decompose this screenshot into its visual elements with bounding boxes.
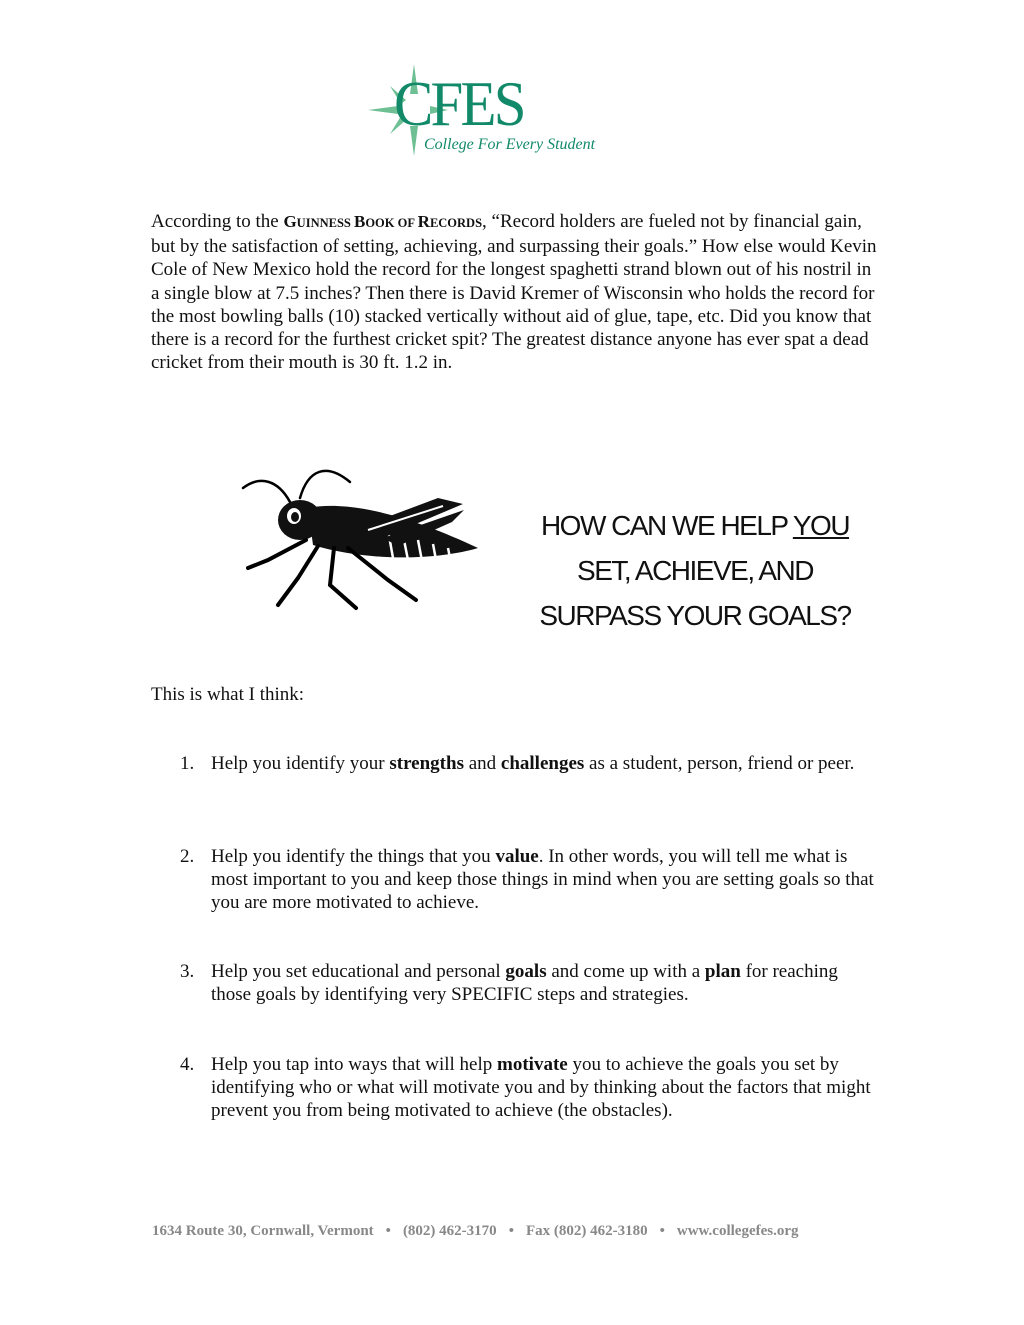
list-text-a: Help you tap into ways that will help: [211, 1054, 498, 1075]
list-item: [151, 845, 881, 915]
list-number: 1.: [180, 753, 195, 774]
list-bold-1: value: [495, 846, 539, 867]
list-bold-2: plan: [704, 961, 741, 982]
book-title-b: B: [353, 212, 366, 231]
intro-paragraph: [151, 210, 881, 374]
list-text-c: and: [463, 753, 501, 774]
cricket-illustration: [238, 460, 488, 615]
footer-website: www.collegefes.org: [676, 1223, 799, 1239]
book-title: [283, 211, 482, 232]
list-text-a: Help you identify the things that you: [211, 846, 496, 867]
book-title-uinness: UINNESS: [296, 216, 354, 230]
list-text: [211, 845, 881, 915]
book-title-r: R: [417, 212, 430, 231]
list-text-d: as a student, person, friend or peer.: [584, 753, 855, 774]
book-title-ecords: ECORDS: [429, 216, 483, 230]
list-text-d: for reaching those goals by identifying very SPECIFIC steps and strategies.: [211, 961, 838, 1006]
cfes-logo: [368, 62, 630, 160]
list-text: [211, 752, 881, 775]
list-text-c: and come up with a: [546, 961, 705, 982]
list-bold-2: challenges: [500, 753, 585, 774]
think-label: This is what I think:: [151, 684, 305, 705]
book-title-g: G: [283, 212, 297, 231]
list-text: [211, 1053, 881, 1123]
list-bold-1: motivate: [497, 1054, 568, 1075]
list-item: [151, 752, 881, 775]
list-text: [211, 960, 881, 1006]
intro-lead: According to the: [151, 211, 284, 232]
list-number: 2.: [180, 846, 195, 867]
list-item: [151, 960, 881, 1006]
footer-separator: •: [385, 1223, 391, 1239]
intro-body: , “Record holders are fueled not by financial gain, but by the satisfaction of setting, achieving, and surpassing their goals.” How else would Kevin Cole of New Mexico hold the record for the longest spaghetti strand blown out of his nostril in a single blow at 7.5 inches? Then there is David Kremer of Wisconsin who holds the record for the most bowling balls (10) stacked vertically without aid of glue, tape, etc. Did you know that there is a record for the furthest cricket spit? The greatest distance anyone has ever spat a dead cricket from their mouth is 30 ft. 1.2 in.: [151, 211, 877, 374]
cricket-icon: [238, 460, 488, 615]
heading-you: YOU: [792, 510, 850, 541]
footer-fax: Fax (802) 462-3180: [525, 1223, 648, 1239]
section-heading: [520, 503, 870, 638]
list-text-c: you to achieve the goals you set by identifying who or what will motivate you and by thinking about the factors that might prevent you from being motivated to achieve (the obstacles).: [211, 1054, 871, 1122]
footer-phone: (802) 462-3170: [402, 1223, 497, 1239]
list-bold-1: strengths: [389, 753, 464, 774]
footer-separator: •: [659, 1223, 665, 1239]
footer-contact: [152, 1223, 872, 1240]
list-text-a: Help you identify your: [211, 753, 390, 774]
list-number: 3.: [180, 961, 195, 982]
list-text-a: Help you set educational and personal: [211, 961, 506, 982]
logo-wordmark: CFES: [394, 68, 524, 139]
book-title-ook-of: OOK OF: [365, 216, 418, 230]
list-number: 4.: [180, 1054, 195, 1075]
logo-tagline: College For Every Student: [424, 136, 596, 153]
heading-part-1: HOW CAN WE HELP: [540, 510, 793, 541]
list-item: [151, 1053, 881, 1123]
list-bold-1: goals: [505, 961, 547, 982]
list-text-c: . In other words, you will tell me what is most important to you and keep those things in mind when you are setting goals so that you are more motivated to achieve.: [211, 846, 874, 914]
footer-address: 1634 Route 30, Cornwall, Vermont: [152, 1223, 374, 1239]
footer-separator: •: [508, 1223, 514, 1239]
heading-part-2: SET, ACHIEVE, AND SURPASS YOUR GOALS?: [539, 555, 851, 631]
